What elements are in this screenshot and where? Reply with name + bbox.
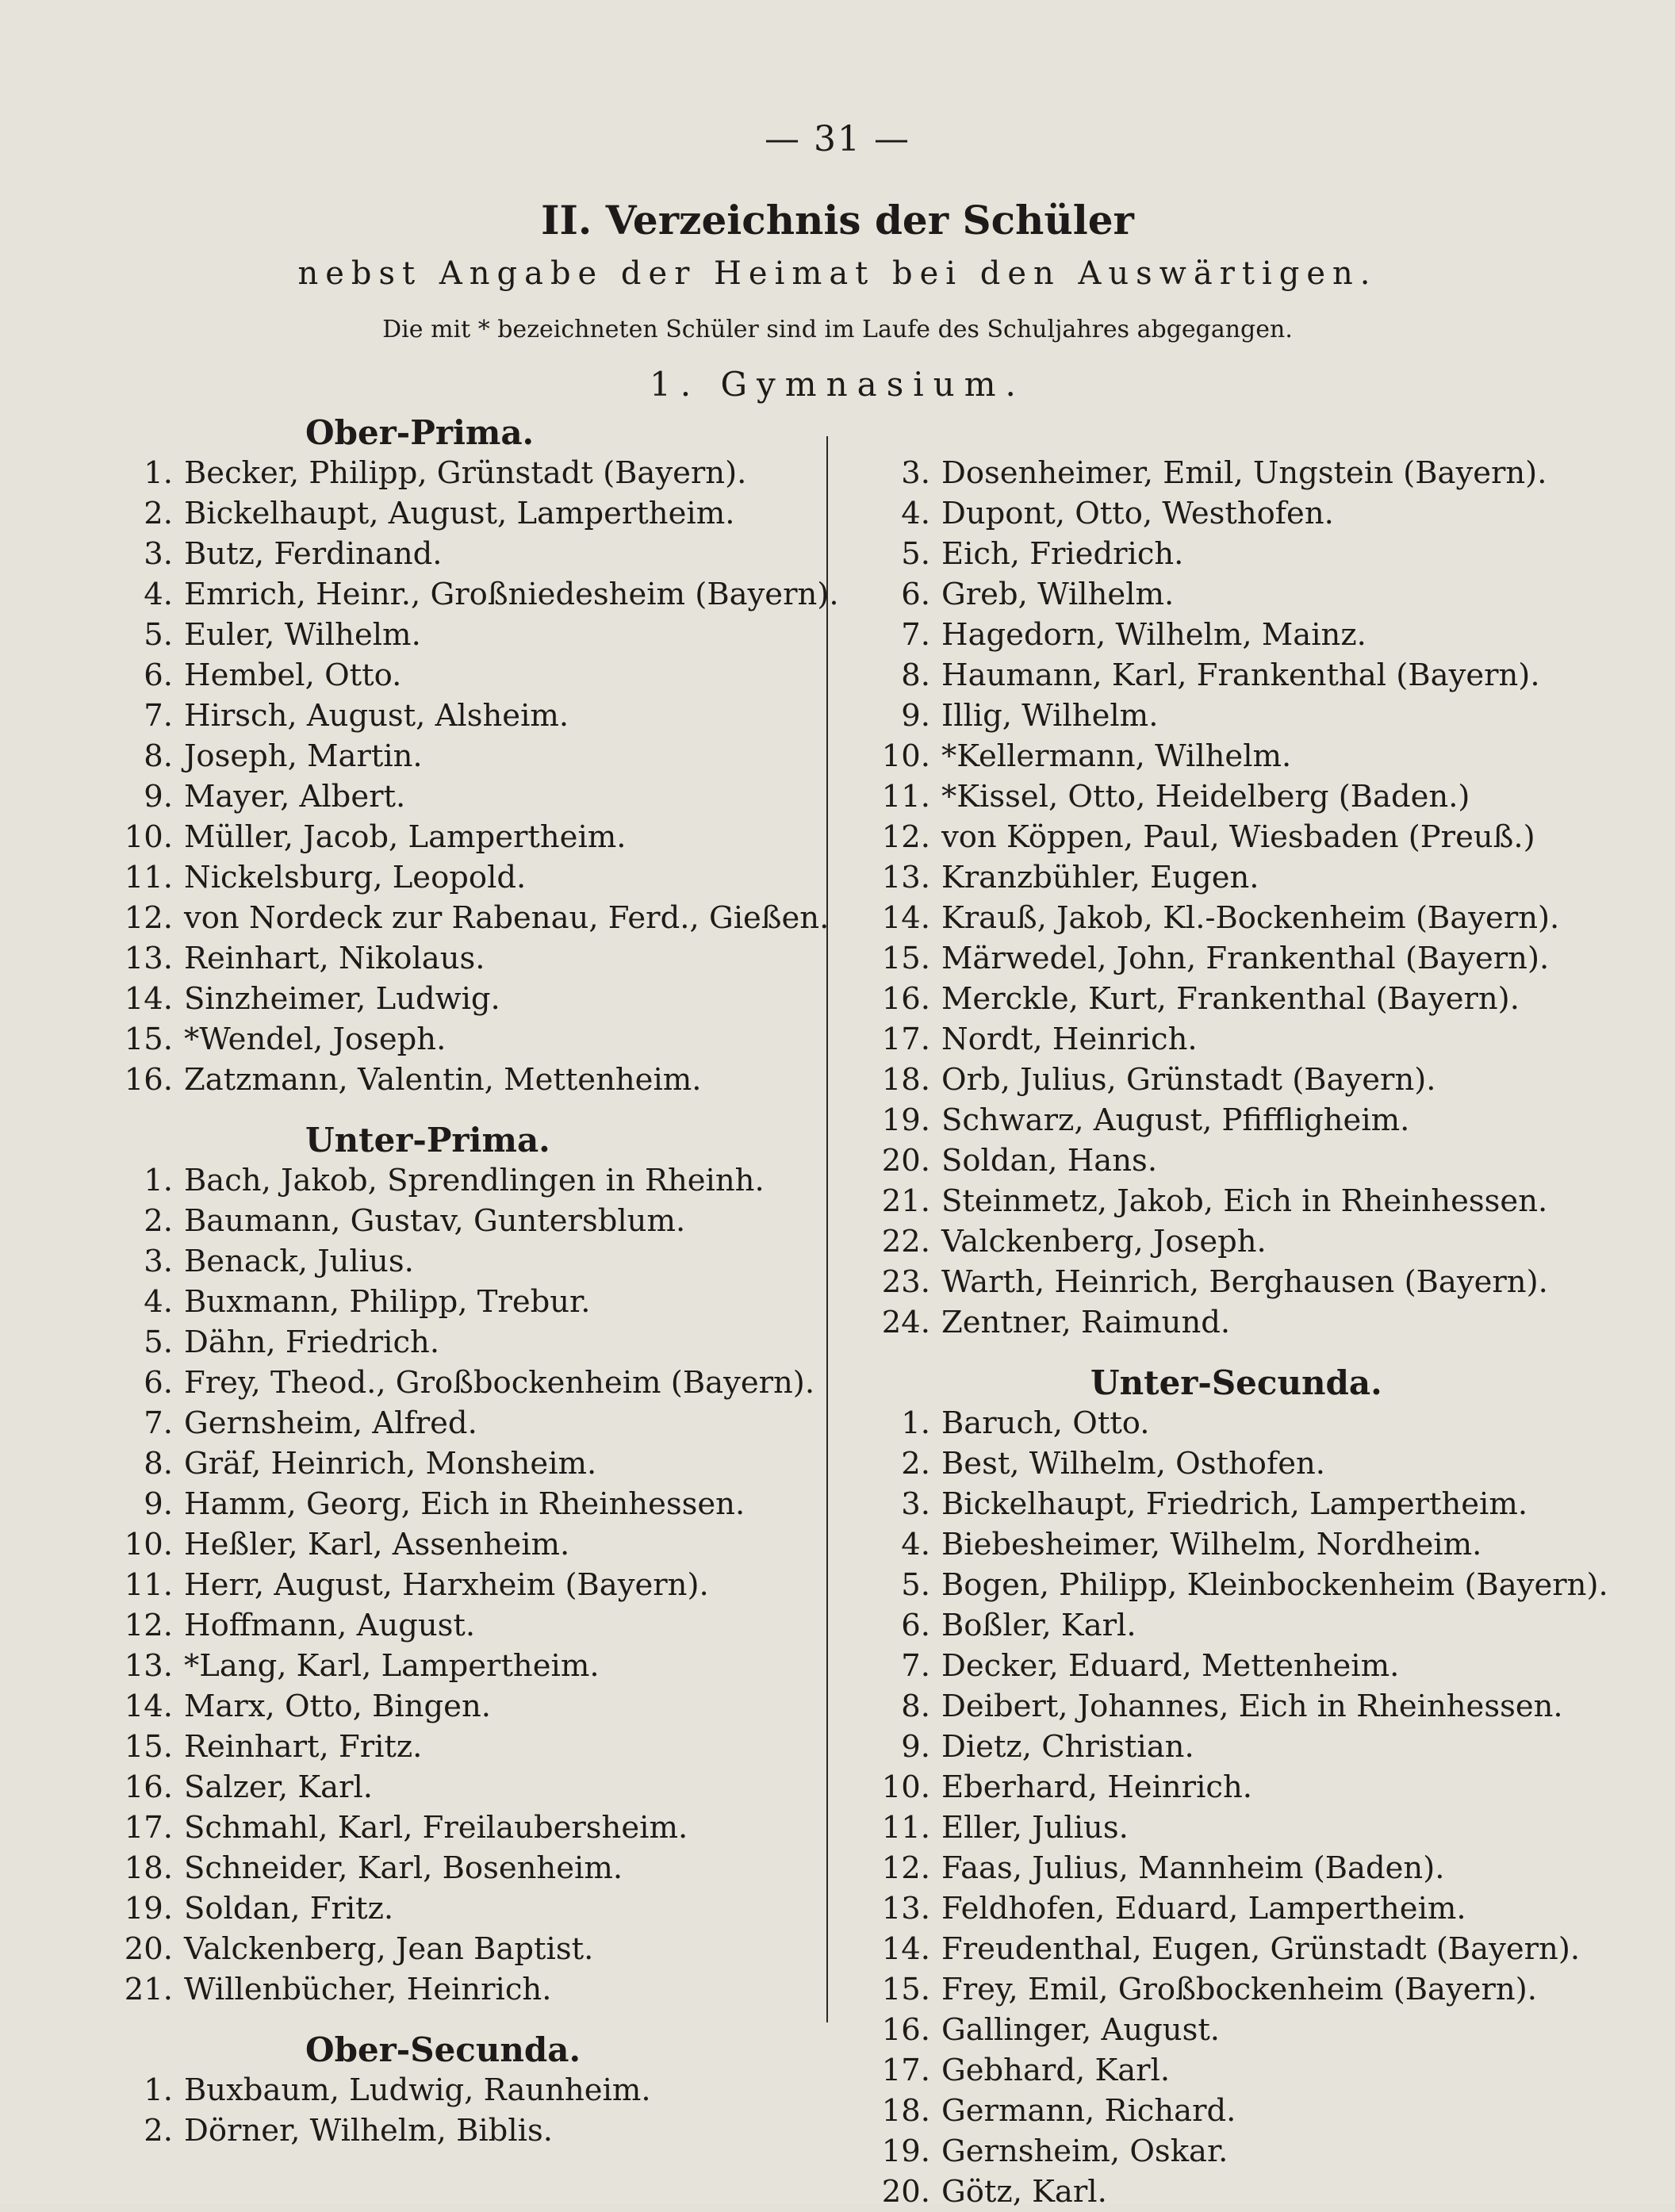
student-entry xyxy=(876,1929,1590,1969)
student-name: *Lang, Karl, Lampertheim. xyxy=(184,1648,600,1684)
student-name: Heßler, Karl, Assenheim. xyxy=(184,1527,570,1562)
student-name: Schneider, Karl, Bosenheim. xyxy=(184,1850,623,1886)
student-entry xyxy=(876,1181,1590,1221)
student-name: Salzer, Karl. xyxy=(184,1769,374,1805)
student-name: Zatzmann, Valentin, Mettenheim. xyxy=(184,1062,702,1098)
student-entry xyxy=(876,1484,1590,1524)
student-name: Krauß, Jakob, Kl.-Bockenheim (Bayern). xyxy=(941,900,1560,936)
student-number: 4. xyxy=(144,577,173,612)
student-name: Bickelhaupt, Friedrich, Lampertheim. xyxy=(941,1486,1528,1522)
student-number: 14. xyxy=(881,900,930,936)
student-entry xyxy=(876,1808,1590,1848)
student-number: 7. xyxy=(901,617,930,653)
student-number: 19. xyxy=(124,1891,173,1926)
student-name: Soldan, Fritz. xyxy=(184,1891,394,1926)
student-name: Faas, Julius, Mannheim (Baden). xyxy=(941,1850,1445,1886)
student-entry xyxy=(876,1019,1590,1060)
student-name: Dähn, Friedrich. xyxy=(184,1325,440,1360)
student-name: Valckenberg, Joseph. xyxy=(941,1224,1267,1259)
student-number: 12. xyxy=(881,819,930,855)
list-title: II. Verzeichnis der Schüler xyxy=(541,197,1134,243)
student-entry xyxy=(119,1888,809,1929)
student-entry xyxy=(876,1646,1590,1686)
student-name: Warth, Heinrich, Berghausen (Bayern). xyxy=(941,1264,1548,1300)
student-number: 19. xyxy=(881,1102,930,1138)
section-title-ober-secunda: Ober-Secunda. xyxy=(305,2030,581,2069)
student-name: Kranzbühler, Eugen. xyxy=(941,860,1259,895)
student-name: Hembel, Otto. xyxy=(184,657,402,693)
student-name: Euler, Wilhelm. xyxy=(184,617,421,653)
student-entry xyxy=(119,1403,809,1443)
student-number: 9. xyxy=(144,1486,173,1522)
student-entry xyxy=(876,1221,1590,1262)
student-entry xyxy=(876,534,1590,574)
student-entry xyxy=(119,979,809,1019)
student-name: Gallinger, August. xyxy=(941,2012,1221,2048)
student-name: Best, Wilhelm, Osthofen. xyxy=(941,1446,1326,1482)
student-number: 17. xyxy=(881,1022,930,1057)
student-entry xyxy=(876,1767,1590,1808)
student-entry xyxy=(119,1241,809,1282)
student-name: Bach, Jakob, Sprendlingen in Rheinh. xyxy=(184,1163,765,1198)
student-entry xyxy=(876,493,1590,534)
student-entry xyxy=(119,1848,809,1888)
student-number: 21. xyxy=(124,1972,173,2007)
student-number: 7. xyxy=(144,698,173,734)
student-number: 1. xyxy=(144,2072,173,2108)
student-entry xyxy=(119,1060,809,1100)
student-entry xyxy=(876,1060,1590,1100)
section-spacer xyxy=(119,2010,809,2030)
student-entry xyxy=(876,736,1590,776)
student-name: Feldhofen, Eduard, Lampertheim. xyxy=(941,1891,1466,1926)
student-entry xyxy=(876,2091,1590,2131)
student-name: Frey, Emil, Großbockenheim (Bayern). xyxy=(941,1972,1537,2007)
student-entry xyxy=(119,1322,809,1363)
student-entry xyxy=(119,1201,809,1241)
student-entry xyxy=(119,2110,809,2151)
student-number: 20. xyxy=(881,2174,930,2210)
student-list-unter-prima xyxy=(119,1160,815,2010)
student-number: 10. xyxy=(881,738,930,774)
student-number: 21. xyxy=(881,1183,930,1219)
student-entry xyxy=(876,1443,1590,1484)
student-number: 2. xyxy=(901,1446,930,1482)
section-title-unter-prima: Unter-Prima. xyxy=(305,1121,550,1160)
student-name: Buxbaum, Ludwig, Raunheim. xyxy=(184,2072,651,2108)
student-number: 10. xyxy=(881,1769,930,1805)
student-name: *Kellermann, Wilhelm. xyxy=(941,738,1292,774)
student-number: 14. xyxy=(881,1931,930,1967)
student-number: 16. xyxy=(881,2012,930,2048)
student-name: Joseph, Martin. xyxy=(184,738,423,774)
student-number: 14. xyxy=(124,981,173,1017)
student-number: 12. xyxy=(881,1850,930,1886)
student-name: Biebesheimer, Wilhelm, Nordheim. xyxy=(941,1527,1482,1562)
student-name: Dörner, Wilhelm, Biblis. xyxy=(184,2113,553,2149)
student-name: Orb, Julius, Grünstadt (Bayern). xyxy=(941,1062,1436,1098)
student-number: 6. xyxy=(901,1608,930,1643)
student-number: 7. xyxy=(144,1405,173,1441)
student-name: Gernsheim, Alfred. xyxy=(184,1405,477,1441)
student-number: 7. xyxy=(901,1648,930,1684)
student-number: 16. xyxy=(881,981,930,1017)
student-name: Boßler, Karl. xyxy=(941,1608,1136,1643)
student-number: 4. xyxy=(901,1527,930,1562)
student-number: 10. xyxy=(124,819,173,855)
student-name: Buxmann, Philipp, Trebur. xyxy=(184,1284,591,1320)
student-number: 17. xyxy=(881,2053,930,2088)
student-name: Gernsheim, Oskar. xyxy=(941,2133,1228,2169)
student-name: Dosenheimer, Emil, Ungstein (Bayern). xyxy=(941,455,1547,491)
student-name: *Kissel, Otto, Heidelberg (Baden.) xyxy=(941,779,1470,815)
student-entry xyxy=(119,493,809,534)
student-entry xyxy=(876,1262,1590,1302)
student-number: 13. xyxy=(124,941,173,976)
student-name: Müller, Jacob, Lampertheim. xyxy=(184,819,627,855)
student-entry xyxy=(876,1302,1590,1343)
student-entry xyxy=(119,1808,809,1848)
student-number: 16. xyxy=(124,1062,173,1098)
student-entry xyxy=(119,1929,809,1969)
student-name: Deibert, Johannes, Eich in Rheinhessen. xyxy=(941,1689,1563,1724)
student-number: 20. xyxy=(881,1143,930,1179)
student-entry xyxy=(876,655,1590,696)
student-name: Hagedorn, Wilhelm, Mainz. xyxy=(941,617,1366,653)
student-number: 12. xyxy=(124,1608,173,1643)
student-number: 1. xyxy=(144,1163,173,1198)
student-entry xyxy=(876,1100,1590,1141)
student-number: 3. xyxy=(901,1486,930,1522)
student-name: Benack, Julius. xyxy=(184,1244,414,1279)
student-name: Illig, Wilhelm. xyxy=(941,698,1159,734)
student-number: 16. xyxy=(124,1769,173,1805)
student-name: von Köppen, Paul, Wiesbaden (Preuß.) xyxy=(941,819,1535,855)
student-name: Götz, Karl. xyxy=(941,2174,1107,2210)
student-name: Decker, Eduard, Mettenheim. xyxy=(941,1648,1400,1684)
student-number: 10. xyxy=(124,1527,173,1562)
student-name: *Wendel, Joseph. xyxy=(184,1022,447,1057)
student-name: Soldan, Hans. xyxy=(941,1143,1158,1179)
student-entry xyxy=(876,574,1590,615)
student-entry xyxy=(876,1727,1590,1767)
student-entry xyxy=(119,1443,809,1484)
student-entry xyxy=(119,1363,815,1403)
student-number: 17. xyxy=(124,1810,173,1846)
student-number: 11. xyxy=(124,1567,173,1603)
student-number: 8. xyxy=(144,1446,173,1482)
student-number: 4. xyxy=(144,1284,173,1320)
student-number: 18. xyxy=(881,1062,930,1098)
student-name: Nordt, Heinrich. xyxy=(941,1022,1198,1057)
section-spacer xyxy=(876,1343,1590,1363)
student-name: Eberhard, Heinrich. xyxy=(941,1769,1252,1805)
student-entry xyxy=(119,1565,809,1605)
student-entry xyxy=(876,2172,1590,2212)
student-name: Bickelhaupt, August, Lampertheim. xyxy=(184,496,735,531)
student-name: Sinzheimer, Ludwig. xyxy=(184,981,500,1017)
student-number: 4. xyxy=(901,496,930,531)
student-entry xyxy=(876,696,1590,736)
student-name: Hamm, Georg, Eich in Rheinhessen. xyxy=(184,1486,746,1522)
student-entry xyxy=(119,1282,809,1322)
student-number: 15. xyxy=(124,1022,173,1057)
student-entry xyxy=(119,1686,809,1727)
student-number: 5. xyxy=(901,1567,930,1603)
student-number: 15. xyxy=(881,941,930,976)
student-name: Frey, Theod., Großbockenheim (Bayern). xyxy=(184,1365,815,1401)
student-number: 8. xyxy=(901,1689,930,1724)
student-name: Baruch, Otto. xyxy=(941,1405,1150,1441)
student-number: 11. xyxy=(881,779,930,815)
student-number: 24. xyxy=(881,1305,930,1340)
student-entry xyxy=(119,1646,809,1686)
student-entry xyxy=(119,696,809,736)
student-entry xyxy=(876,938,1590,979)
student-number: 22. xyxy=(881,1224,930,1259)
student-list-ober-secunda-part2 xyxy=(876,453,1590,1343)
student-name: Eich, Friedrich. xyxy=(941,536,1184,572)
student-name: Baumann, Gustav, Guntersblum. xyxy=(184,1203,686,1239)
student-number: 13. xyxy=(881,860,930,895)
student-list-unter-secunda xyxy=(876,1403,1608,2212)
student-entry xyxy=(876,1605,1590,1646)
student-number: 2. xyxy=(144,2113,173,2149)
list-subtitle: nebst Angabe der Heimat bei den Auswärtigen. xyxy=(297,255,1378,292)
student-name: Gebhard, Karl. xyxy=(941,2053,1171,2088)
student-name: Märwedel, John, Frankenthal (Bayern). xyxy=(941,941,1550,976)
student-name: Emrich, Heinr., Großniedesheim (Bayern). xyxy=(184,577,839,612)
student-entry xyxy=(119,776,809,817)
student-entry xyxy=(119,615,809,655)
student-number: 8. xyxy=(901,657,930,693)
student-number: 14. xyxy=(124,1689,173,1724)
student-number: 6. xyxy=(901,577,930,612)
student-number: 9. xyxy=(901,1729,930,1765)
section-spacer xyxy=(119,1100,809,1120)
student-number: 23. xyxy=(881,1264,930,1300)
student-entry xyxy=(876,1848,1590,1888)
student-entry xyxy=(876,1969,1590,2010)
student-number: 15. xyxy=(124,1729,173,1765)
student-entry xyxy=(876,817,1590,857)
student-name: Hirsch, August, Alsheim. xyxy=(184,698,569,734)
student-number: 11. xyxy=(881,1810,930,1846)
student-name: Schwarz, August, Pfiffligheim. xyxy=(941,1102,1410,1138)
student-name: Germann, Richard. xyxy=(941,2093,1236,2129)
student-number: 13. xyxy=(124,1648,173,1684)
student-number: 9. xyxy=(144,779,173,815)
student-name: Becker, Philipp, Grünstadt (Bayern). xyxy=(184,455,747,491)
student-number: 3. xyxy=(901,455,930,491)
student-entry xyxy=(119,1484,809,1524)
student-list-ober-secunda-part1 xyxy=(119,2070,809,2151)
student-name: Butz, Ferdinand. xyxy=(184,536,443,572)
student-list-ober-prima xyxy=(119,453,839,1100)
student-entry xyxy=(876,1686,1590,1727)
school-title: 1. Gymnasium. xyxy=(650,365,1025,404)
student-number: 1. xyxy=(144,455,173,491)
student-name: Valckenberg, Jean Baptist. xyxy=(184,1931,594,1967)
student-number: 18. xyxy=(881,2093,930,2129)
student-number: 2. xyxy=(144,1203,173,1239)
student-entry xyxy=(876,857,1590,898)
student-name: Merckle, Kurt, Frankenthal (Bayern). xyxy=(941,981,1520,1017)
student-name: Herr, August, Harxheim (Bayern). xyxy=(184,1567,709,1603)
student-name: Mayer, Albert. xyxy=(184,779,406,815)
student-entry xyxy=(119,574,839,615)
student-entry xyxy=(876,615,1590,655)
student-name: Bogen, Philipp, Kleinbockenheim (Bayern). xyxy=(941,1567,1608,1603)
student-entry xyxy=(119,1727,809,1767)
student-name: Dietz, Christian. xyxy=(941,1729,1194,1765)
student-entry xyxy=(119,898,830,938)
student-number: 6. xyxy=(144,657,173,693)
student-number: 5. xyxy=(144,1325,173,1360)
student-number: 15. xyxy=(881,1972,930,2007)
student-entry xyxy=(876,898,1590,938)
student-entry xyxy=(876,1524,1590,1565)
student-entry xyxy=(876,979,1590,1019)
student-entry xyxy=(119,1767,809,1808)
student-number: 9. xyxy=(901,698,930,734)
student-name: Eller, Julius. xyxy=(941,1810,1129,1846)
student-name: Willenbücher, Heinrich. xyxy=(184,1972,552,2007)
student-entry xyxy=(119,534,809,574)
student-number: 1. xyxy=(901,1405,930,1441)
student-entry xyxy=(876,2050,1590,2091)
student-number: 6. xyxy=(144,1365,173,1401)
student-number: 8. xyxy=(144,738,173,774)
student-name: Hoffmann, August. xyxy=(184,1608,476,1643)
section-title-ober-prima: Ober-Prima. xyxy=(305,413,535,452)
student-entry xyxy=(876,1403,1590,1443)
student-number: 13. xyxy=(881,1891,930,1926)
student-name: Schmahl, Karl, Freilaubersheim. xyxy=(184,1810,688,1846)
student-number: 12. xyxy=(124,900,173,936)
column-divider xyxy=(826,436,828,2022)
student-number: 19. xyxy=(881,2133,930,2169)
student-entry xyxy=(119,1605,809,1646)
section-title-unter-secunda: Unter-Secunda. xyxy=(1090,1363,1382,1402)
left-column xyxy=(119,412,839,2151)
student-name: Reinhart, Fritz. xyxy=(184,1729,423,1765)
student-number: 5. xyxy=(901,536,930,572)
student-entry xyxy=(876,2131,1590,2172)
student-entry xyxy=(119,817,809,857)
student-entry xyxy=(119,736,809,776)
student-entry xyxy=(119,1969,809,2010)
right-column xyxy=(876,412,1608,2212)
student-entry xyxy=(119,857,809,898)
student-entry xyxy=(876,1141,1590,1181)
list-note: Die mit * bezeichneten Schüler sind im Laufe des Schuljahres abgegangen. xyxy=(382,316,1293,343)
student-entry xyxy=(119,938,809,979)
student-name: Nickelsburg, Leopold. xyxy=(184,860,527,895)
student-name: Freudenthal, Eugen, Grünstadt (Bayern). xyxy=(941,1931,1581,1967)
student-entry xyxy=(876,1565,1608,1605)
page-number: — 31 — xyxy=(765,119,910,159)
student-entry xyxy=(119,1524,809,1565)
student-entry xyxy=(876,1888,1590,1929)
student-name: Reinhart, Nikolaus. xyxy=(184,941,485,976)
student-entry xyxy=(876,2010,1590,2050)
student-name: Greb, Wilhelm. xyxy=(941,577,1175,612)
student-entry xyxy=(119,1019,809,1060)
student-entry xyxy=(119,2070,809,2110)
student-entry xyxy=(119,655,809,696)
student-name: Steinmetz, Jakob, Eich in Rheinhessen. xyxy=(941,1183,1548,1219)
student-name: Haumann, Karl, Frankenthal (Bayern). xyxy=(941,657,1540,693)
student-name: Marx, Otto, Bingen. xyxy=(184,1689,491,1724)
student-name: von Nordeck zur Rabenau, Ferd., Gießen. xyxy=(184,900,830,936)
student-name: Zentner, Raimund. xyxy=(941,1305,1231,1340)
student-number: 3. xyxy=(144,536,173,572)
column-spacer xyxy=(876,412,1590,453)
student-entry xyxy=(119,453,809,493)
student-name: Gräf, Heinrich, Monsheim. xyxy=(184,1446,597,1482)
student-name: Dupont, Otto, Westhofen. xyxy=(941,496,1334,531)
student-number: 3. xyxy=(144,1244,173,1279)
student-entry xyxy=(119,1160,809,1201)
student-number: 18. xyxy=(124,1850,173,1886)
student-number: 11. xyxy=(124,860,173,895)
student-number: 2. xyxy=(144,496,173,531)
student-number: 20. xyxy=(124,1931,173,1967)
student-entry xyxy=(876,453,1590,493)
student-entry xyxy=(876,776,1590,817)
student-number: 5. xyxy=(144,617,173,653)
